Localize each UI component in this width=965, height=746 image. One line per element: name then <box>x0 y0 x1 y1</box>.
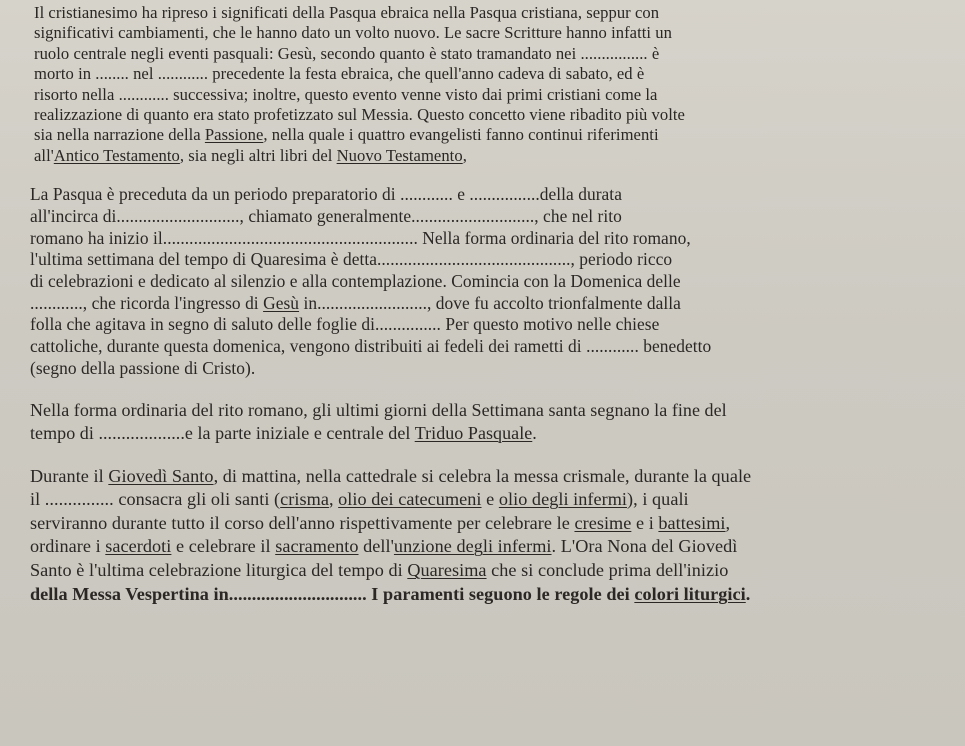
link-gesu[interactable]: Gesù <box>263 292 300 313</box>
text-segment: . <box>532 423 537 444</box>
text-segment: sia nella narrazione della <box>34 125 205 145</box>
link-quaresima[interactable]: Quaresima <box>407 559 487 580</box>
text-line <box>30 535 945 559</box>
link-crisma[interactable]: crisma <box>280 489 329 510</box>
text-segment: e <box>481 489 499 510</box>
text-segment: ............, che ricorda l'ingresso di <box>30 292 264 313</box>
link-nuovo-testamento[interactable]: Nuovo Testamento <box>336 145 463 165</box>
paragraph-giovedi-santo <box>26 465 945 607</box>
text-line: (segno della passione di Cristo). <box>30 357 256 378</box>
text-line: folla che agitava in segno di saluto delle foglie di............... Per questo motivo nelle chiese <box>30 314 660 335</box>
text-line <box>30 559 945 583</box>
text-line: Nella forma ordinaria del rito romano, gli ultimi giorni della Settimana santa segnano la fine del <box>30 399 727 420</box>
text-line <box>30 488 945 512</box>
paragraph-quaresima <box>26 184 945 379</box>
text-segment: , di mattina, nella cattedrale si celebra la messa crismale, durante la quale <box>213 465 752 486</box>
link-passione[interactable]: Passione <box>204 125 264 145</box>
text-segment: tempo di ...................e la parte iniziale e centrale del <box>30 423 415 444</box>
text-segment: il ............... consacra gli oli santi ( <box>30 489 281 510</box>
text-segment: , nella quale i quattro evangelisti fanno continui riferimenti <box>263 125 659 145</box>
text-line: La Pasqua è preceduta da un periodo preparatorio di ............ e ................della durata <box>30 184 622 205</box>
text-line: realizzazione di quanto era stato profetizzato sul Messia. Questo concetto viene ribadito più volte <box>34 105 685 125</box>
text-segment: e celebrare il <box>171 536 276 557</box>
text-segment: , sia negli altri libri del <box>179 145 337 165</box>
text-line: significativi cambiamenti, che le hanno dato un volto nuovo. Le sacre Scritture hanno infatti un <box>34 23 672 43</box>
text-segment: , <box>462 145 467 165</box>
text-segment: e i <box>631 512 659 533</box>
text-line: Il cristianesimo ha ripreso i significati della Pasqua ebraica nella Pasqua cristiana, seppur con <box>34 3 660 22</box>
text-segment: in........................., dove fu accolto trionfalmente dalla <box>299 292 681 313</box>
text-line: l'ultima settimana del tempo di Quaresima è detta............................................, periodo ricco <box>30 249 673 270</box>
text-line: ruolo centrale negli eventi pasquali: Gesù, secondo quanto è stato tramandato nei ................ è <box>34 43 660 63</box>
link-sacramento[interactable]: sacramento <box>275 536 359 557</box>
text-line <box>34 125 945 145</box>
link-giovedi-santo[interactable]: Giovedì Santo <box>108 465 214 486</box>
link-antico-testamento[interactable]: Antico Testamento <box>53 145 180 165</box>
text-line: risorto nella ............ successiva; inoltre, questo evento venne visto dai primi cristiani come la <box>34 84 658 104</box>
text-segment: , <box>725 512 731 533</box>
link-unzione-infermi[interactable]: unzione degli infermi <box>393 536 552 557</box>
text-segment: Durante il <box>30 465 109 486</box>
text-segment: ordinare i <box>30 536 106 557</box>
paragraph-easter-meaning <box>26 3 945 166</box>
text-line: all'incirca di............................, chiamato generalmente............................, che nel rito <box>30 205 622 226</box>
text-segment: della Messa Vespertina in.............................. I paramenti seguono le regole dei <box>30 583 635 604</box>
text-line: romano ha inizio il.......................................................... Nella forma ordinaria del rito romano, <box>30 227 691 248</box>
text-line <box>30 465 945 489</box>
text-segment: serviranno durante tutto il corso dell'anno rispettivamente per celebrare le <box>30 512 575 533</box>
link-battesimi[interactable]: battesimi <box>658 512 726 533</box>
link-cresime[interactable]: cresime <box>574 512 632 533</box>
text-line <box>34 146 945 166</box>
text-segment: all' <box>34 145 54 165</box>
text-line: di celebrazioni e dedicato al silenzio e alla contemplazione. Comincia con la Domenica delle <box>30 271 681 292</box>
link-sacerdoti[interactable]: sacerdoti <box>105 536 172 557</box>
text-segment: dell' <box>358 536 394 557</box>
link-triduo-pasquale[interactable]: Triduo Pasquale <box>414 423 533 444</box>
text-segment: . L'Ora Nona del Giovedì <box>551 536 738 557</box>
text-line: morto in ........ nel ............ precedente la festa ebraica, che quell'anno cadeva di sabato, ed è <box>34 64 645 84</box>
text-line <box>30 293 945 315</box>
text-segment: , <box>328 489 339 510</box>
text-line <box>30 583 945 607</box>
text-segment: Santo è l'ultima celebrazione liturgica del tempo di <box>30 559 408 580</box>
paragraph-settimana-santa <box>26 399 945 446</box>
link-olio-infermi[interactable]: olio degli infermi <box>498 489 628 510</box>
text-line <box>30 512 945 536</box>
text-line <box>30 422 945 446</box>
text-segment: . <box>745 583 751 604</box>
link-colori-liturgici[interactable]: colori liturgici <box>634 583 746 604</box>
text-segment: che si conclude prima dell'inizio <box>486 559 729 580</box>
text-segment: ), i quali <box>627 489 689 510</box>
text-line: cattoliche, durante questa domenica, vengono distribuiti ai fedeli dei rametti di ............ benedetto <box>30 336 712 357</box>
link-olio-catecumeni[interactable]: olio dei catecumeni <box>338 489 482 510</box>
